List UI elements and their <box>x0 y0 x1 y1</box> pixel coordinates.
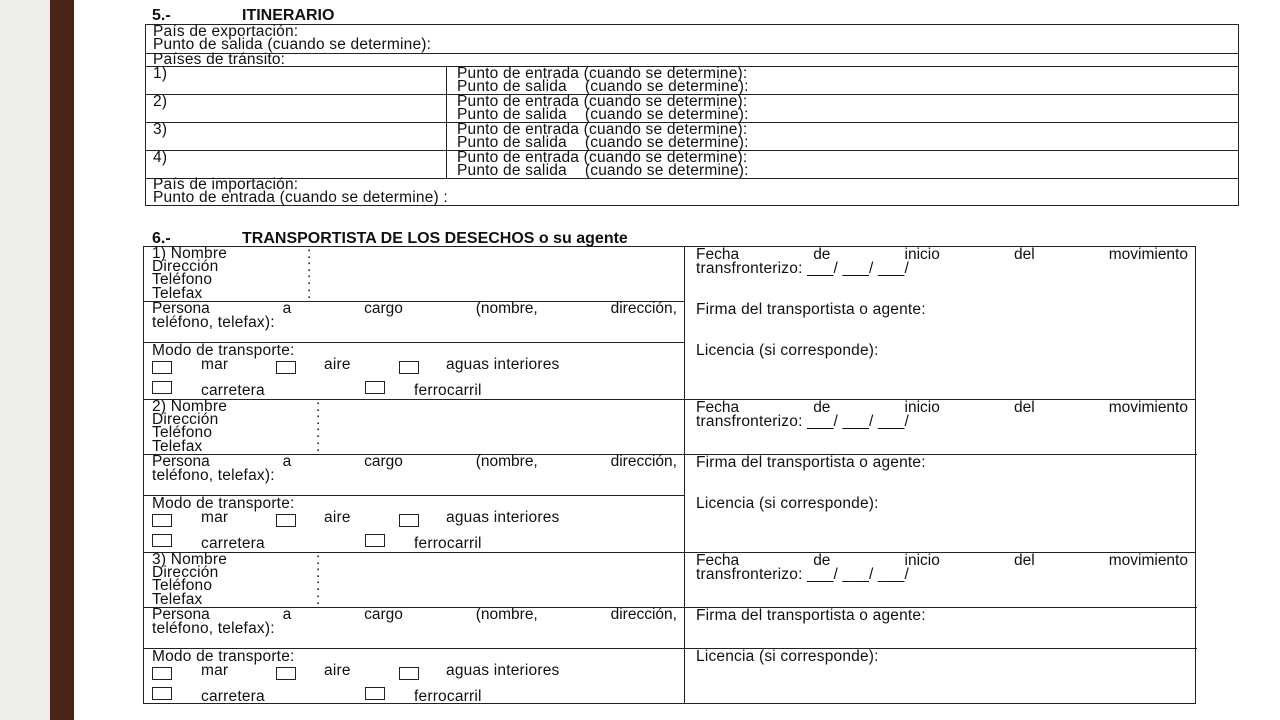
colon: : <box>307 285 312 302</box>
person-in-charge-line2: teléfono, telefax): <box>152 314 275 331</box>
section-6-heading: TRANSPORTISTA DE LOS DESECHOS o su agente <box>242 230 628 247</box>
license-label: Licencia (si corresponde): <box>696 342 879 359</box>
section-6-number: 6.- <box>152 230 171 247</box>
mode-sea-label: mar <box>201 509 229 526</box>
colon: : <box>316 551 321 568</box>
import-row <box>146 178 1238 206</box>
mode-rail-checkbox[interactable] <box>365 381 385 394</box>
mode-road-label: carretera <box>201 382 265 399</box>
license-label: Licencia (si corresponde): <box>696 648 879 665</box>
mode-inland-label: aguas interiores <box>446 662 560 679</box>
export-row <box>146 25 1238 53</box>
mode-road-label: carretera <box>201 535 265 552</box>
colon: : <box>316 577 321 594</box>
colon: : <box>307 258 312 275</box>
mode-air-label: aire <box>324 356 351 373</box>
mode-inland-checkbox[interactable] <box>399 361 419 374</box>
carrier-name-label: 1) Nombre <box>152 245 228 262</box>
start-date-line2: transfronterizo: ___/ ___/ ___/ <box>696 413 909 430</box>
section-5-heading: ITINERARIO <box>242 7 335 24</box>
mode-air-checkbox[interactable] <box>276 514 296 527</box>
carrier-address-label: Dirección <box>152 564 219 581</box>
carrier-phone-label: Teléfono <box>152 424 213 441</box>
signature-label: Firma del transportista o agente: <box>696 454 926 471</box>
transit-row-4 <box>146 150 1238 178</box>
colon: : <box>316 398 321 415</box>
colon: : <box>316 591 321 608</box>
itinerary-table <box>145 24 1239 206</box>
carrier-block-2 <box>144 399 1195 553</box>
export-country-label: País de exportación: <box>153 23 299 40</box>
transit-label: 4) <box>153 149 168 166</box>
mode-rail-checkbox[interactable] <box>365 687 385 700</box>
person-in-charge-line1: Persona a cargo (nombre, dirección, <box>152 606 677 623</box>
carrier-table <box>143 246 1196 704</box>
mode-rail-label: ferrocarril <box>414 382 482 399</box>
colon: : <box>316 564 321 581</box>
carrier-fax-label: Telefax <box>152 591 203 608</box>
mode-inland-label: aguas interiores <box>446 509 560 526</box>
carrier-address-label: Dirección <box>152 411 219 428</box>
mode-inland-checkbox[interactable] <box>399 514 419 527</box>
transit-countries-label: Países de tránsito: <box>153 51 286 68</box>
transit-exit: Punto de salida (cuando se determine): <box>457 162 749 179</box>
mode-rail-label: ferrocarril <box>414 535 482 552</box>
mode-sea-checkbox[interactable] <box>152 361 172 374</box>
colon: : <box>307 245 312 262</box>
mode-road-checkbox[interactable] <box>152 534 172 547</box>
carrier-fax-label: Telefax <box>152 438 203 455</box>
start-date-line1: Fecha de inicio del movimiento <box>696 552 1188 569</box>
carrier-block-1 <box>144 247 1195 400</box>
transit-entry: Punto de entrada (cuando se determine): <box>457 149 748 166</box>
transit-entry: Punto de entrada (cuando se determine): <box>457 93 748 110</box>
signature-label: Firma del transportista o agente: <box>696 607 926 624</box>
left-accent-bar <box>50 0 74 720</box>
transit-exit: Punto de salida (cuando se determine): <box>457 78 749 95</box>
colon: : <box>307 271 312 288</box>
transit-row-2 <box>146 94 1238 122</box>
mode-inland-label: aguas interiores <box>446 356 560 373</box>
mode-air-label: aire <box>324 662 351 679</box>
transport-mode-label: Modo de transporte: <box>152 342 295 359</box>
carrier-address-label: Dirección <box>152 258 219 275</box>
section-5-number: 5.- <box>152 7 171 24</box>
signature-label: Firma del transportista o agente: <box>696 301 926 318</box>
license-label: Licencia (si corresponde): <box>696 495 879 512</box>
person-in-charge-line2: teléfono, telefax): <box>152 620 275 637</box>
carrier-name-label: 3) Nombre <box>152 551 228 568</box>
transit-exit: Punto de salida (cuando se determine): <box>457 106 749 123</box>
transit-label: 2) <box>153 93 168 110</box>
mode-sea-checkbox[interactable] <box>152 667 172 680</box>
person-in-charge-line1: Persona a cargo (nombre, dirección, <box>152 453 677 470</box>
mode-inland-checkbox[interactable] <box>399 667 419 680</box>
colon: : <box>316 438 321 455</box>
transit-label: 3) <box>153 121 168 138</box>
start-date-line1: Fecha de inicio del movimiento <box>696 246 1188 263</box>
colon: : <box>316 411 321 428</box>
mode-rail-label: ferrocarril <box>414 688 482 705</box>
transport-mode-label: Modo de transporte: <box>152 648 295 665</box>
transit-exit: Punto de salida (cuando se determine): <box>457 134 749 151</box>
exit-point-label: Punto de salida (cuando se determine): <box>153 36 432 53</box>
start-date-line2: transfronterizo: ___/ ___/ ___/ <box>696 260 909 277</box>
transit-entry: Punto de entrada (cuando se determine): <box>457 121 748 138</box>
import-country-label: País de importación: <box>153 176 299 193</box>
mode-air-label: aire <box>324 509 351 526</box>
carrier-fax-label: Telefax <box>152 285 203 302</box>
person-in-charge-line2: teléfono, telefax): <box>152 467 275 484</box>
mode-sea-label: mar <box>201 662 229 679</box>
left-margin <box>0 0 50 720</box>
colon: : <box>316 424 321 441</box>
carrier-phone-label: Teléfono <box>152 577 213 594</box>
mode-air-checkbox[interactable] <box>276 667 296 680</box>
entry-point-label: Punto de entrada (cuando se determine) : <box>153 189 448 206</box>
mode-road-checkbox[interactable] <box>152 381 172 394</box>
transit-row-3 <box>146 122 1238 150</box>
person-in-charge-line1: Persona a cargo (nombre, dirección, <box>152 300 677 317</box>
carrier-name-label: 2) Nombre <box>152 398 228 415</box>
mode-road-label: carretera <box>201 688 265 705</box>
carrier-phone-label: Teléfono <box>152 271 213 288</box>
mode-sea-label: mar <box>201 356 229 373</box>
transit-row-1 <box>146 66 1238 94</box>
start-date-line1: Fecha de inicio del movimiento <box>696 399 1188 416</box>
transit-entry: Punto de entrada (cuando se determine): <box>457 65 748 82</box>
transport-mode-label: Modo de transporte: <box>152 495 295 512</box>
mode-road-checkbox[interactable] <box>152 687 172 700</box>
mode-rail-checkbox[interactable] <box>365 534 385 547</box>
start-date-line2: transfronterizo: ___/ ___/ ___/ <box>696 566 909 583</box>
section-5-title <box>152 8 334 24</box>
transit-label: 1) <box>153 65 168 82</box>
mode-sea-checkbox[interactable] <box>152 514 172 527</box>
carrier-block-3 <box>144 552 1195 703</box>
mode-air-checkbox[interactable] <box>276 361 296 374</box>
